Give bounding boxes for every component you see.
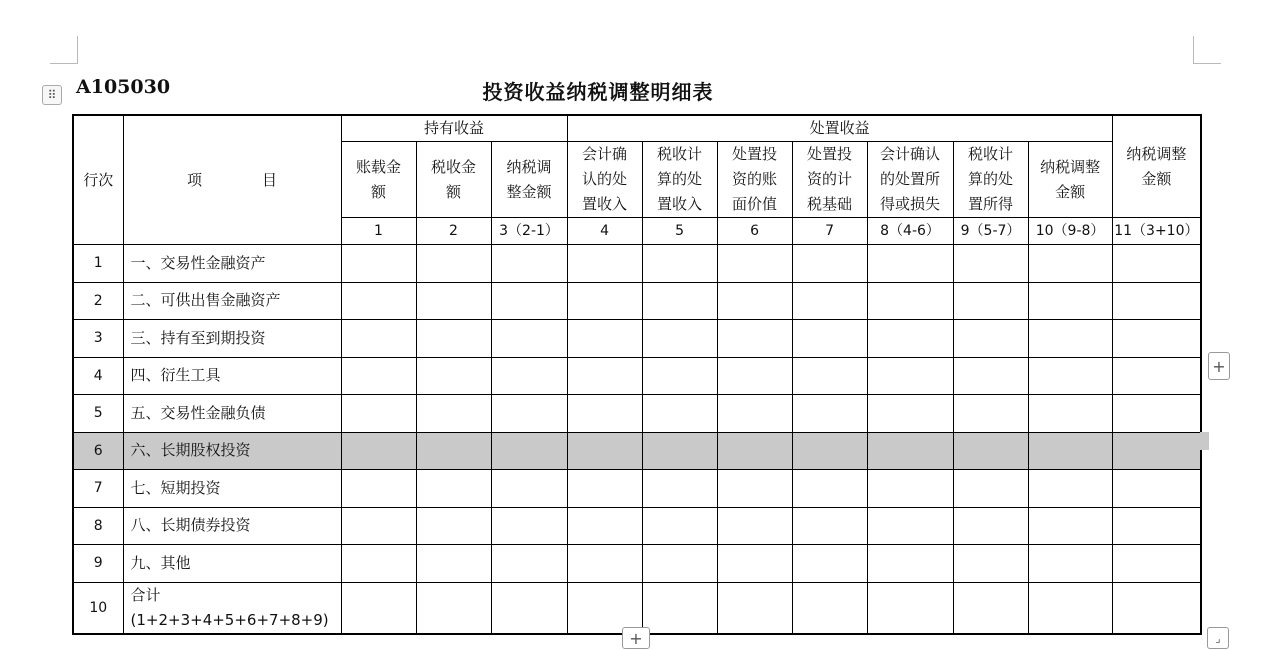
input-cell[interactable]	[867, 470, 953, 508]
column-number-1: 1	[341, 218, 416, 245]
input-cell[interactable]	[792, 507, 867, 545]
input-cell[interactable]	[792, 282, 867, 320]
column-number-3: 3（2-1）	[491, 218, 567, 245]
input-cell[interactable]	[491, 395, 567, 433]
input-cell[interactable]	[1112, 320, 1201, 358]
header-item: 项 目	[123, 115, 341, 245]
header-col-5: 税收计算的处置收入	[642, 142, 717, 218]
input-cell[interactable]	[717, 282, 792, 320]
header-col-9: 税收计算的处置所得	[953, 142, 1028, 218]
input-cell[interactable]	[867, 282, 953, 320]
input-cell[interactable]	[953, 432, 1028, 470]
input-cell[interactable]	[642, 320, 717, 358]
input-cell[interactable]	[953, 282, 1028, 320]
input-cell[interactable]	[567, 320, 642, 358]
input-cell[interactable]	[567, 545, 642, 583]
input-cell[interactable]	[491, 320, 567, 358]
input-cell[interactable]	[341, 395, 416, 433]
input-cell[interactable]	[717, 357, 792, 395]
input-cell[interactable]	[1028, 395, 1112, 433]
input-cell[interactable]	[341, 470, 416, 508]
header-holding: 持有收益	[341, 115, 567, 142]
row-number: 3	[73, 320, 123, 358]
input-cell[interactable]	[953, 395, 1028, 433]
column-number-5: 5	[642, 218, 717, 245]
input-cell[interactable]	[1112, 395, 1201, 433]
input-cell[interactable]	[792, 470, 867, 508]
input-cell[interactable]	[1028, 545, 1112, 583]
input-cell[interactable]	[717, 320, 792, 358]
input-cell[interactable]	[867, 395, 953, 433]
table-row	[73, 507, 1201, 545]
input-cell[interactable]	[642, 582, 717, 634]
input-cell[interactable]	[567, 357, 642, 395]
header-col-1: 账载金额	[341, 142, 416, 218]
input-cell[interactable]	[1028, 282, 1112, 320]
input-cell[interactable]	[416, 357, 491, 395]
header-col-3: 纳税调整金额	[491, 142, 567, 218]
input-cell[interactable]	[717, 507, 792, 545]
column-number-6: 6	[717, 218, 792, 245]
input-cell[interactable]	[1028, 432, 1112, 470]
row-number: 10	[73, 582, 123, 634]
table-row	[73, 432, 1201, 470]
input-cell[interactable]	[1112, 432, 1201, 470]
input-cell[interactable]	[1028, 357, 1112, 395]
row-item-label: 四、衍生工具	[123, 357, 341, 395]
input-cell[interactable]	[642, 432, 717, 470]
header-col-4: 会计确认的处置收入	[567, 142, 642, 218]
input-cell[interactable]	[416, 245, 491, 283]
row-item-label: 五、交易性金融负债	[123, 395, 341, 433]
input-cell[interactable]	[717, 395, 792, 433]
input-cell[interactable]	[792, 432, 867, 470]
header-col-8: 会计确认的处置所得或损失	[867, 142, 953, 218]
page-title: 投资收益纳税调整明细表	[482, 80, 714, 104]
row-number: 7	[73, 470, 123, 508]
input-cell[interactable]	[1028, 507, 1112, 545]
input-cell[interactable]	[416, 395, 491, 433]
input-cell[interactable]	[717, 545, 792, 583]
input-cell[interactable]	[567, 395, 642, 433]
input-cell[interactable]	[953, 582, 1028, 634]
input-cell[interactable]	[341, 282, 416, 320]
plus-icon: +	[1212, 356, 1226, 376]
column-number-10: 10（9-8）	[1028, 218, 1112, 245]
input-cell[interactable]	[792, 357, 867, 395]
input-cell[interactable]	[567, 582, 642, 634]
input-cell[interactable]	[491, 545, 567, 583]
table-row	[73, 470, 1201, 508]
table-row	[73, 357, 1201, 395]
input-cell[interactable]	[792, 545, 867, 583]
header-row-no: 行次	[73, 115, 123, 245]
row-selection-tab	[1200, 432, 1209, 450]
input-cell[interactable]	[567, 432, 642, 470]
input-cell[interactable]	[717, 470, 792, 508]
input-cell[interactable]	[792, 245, 867, 283]
row-number: 8	[73, 507, 123, 545]
input-cell[interactable]	[416, 545, 491, 583]
add-column-button[interactable]	[1208, 352, 1230, 380]
table-row	[73, 395, 1201, 433]
input-cell[interactable]	[567, 507, 642, 545]
input-cell[interactable]	[341, 320, 416, 358]
input-cell[interactable]	[867, 320, 953, 358]
input-cell[interactable]	[491, 507, 567, 545]
input-cell[interactable]	[642, 545, 717, 583]
input-cell[interactable]	[867, 582, 953, 634]
input-cell[interactable]	[1112, 245, 1201, 283]
input-cell[interactable]	[341, 245, 416, 283]
input-cell[interactable]	[867, 432, 953, 470]
input-cell[interactable]	[341, 432, 416, 470]
header-col-2: 税收金额	[416, 142, 491, 218]
column-number-9: 9（5-7）	[953, 218, 1028, 245]
input-cell[interactable]	[341, 582, 416, 634]
row-item-label: 合计(1+2+3+4+5+6+7+8+9)	[123, 582, 341, 634]
header-adjust-total: 纳税调整金额	[1112, 115, 1201, 218]
plus-icon: +	[629, 628, 643, 648]
input-cell[interactable]	[953, 470, 1028, 508]
input-cell[interactable]	[867, 245, 953, 283]
input-cell[interactable]	[867, 507, 953, 545]
input-cell[interactable]	[953, 507, 1028, 545]
input-cell[interactable]	[1112, 507, 1201, 545]
column-number-8: 8（4-6）	[867, 218, 953, 245]
input-cell[interactable]	[341, 545, 416, 583]
table-move-handle-icon[interactable]: ⠿	[42, 85, 62, 105]
table-row	[73, 282, 1201, 320]
header-col-10: 纳税调整金额	[1028, 142, 1112, 218]
input-cell[interactable]	[867, 357, 953, 395]
input-cell[interactable]	[642, 245, 717, 283]
input-cell[interactable]	[416, 432, 491, 470]
input-cell[interactable]	[953, 320, 1028, 358]
header-col-7: 处置投资的计税基础	[792, 142, 867, 218]
input-cell[interactable]	[642, 282, 717, 320]
input-cell[interactable]	[341, 357, 416, 395]
input-cell[interactable]	[792, 582, 867, 634]
input-cell[interactable]	[1112, 282, 1201, 320]
crop-mark-top-right	[1193, 36, 1221, 64]
input-cell[interactable]	[491, 282, 567, 320]
add-row-button[interactable]	[622, 627, 650, 649]
input-cell[interactable]	[717, 432, 792, 470]
row-number: 6	[73, 432, 123, 470]
table-row	[73, 245, 1201, 283]
input-cell[interactable]	[416, 582, 491, 634]
input-cell[interactable]	[1028, 245, 1112, 283]
table-resize-icon[interactable]: ⌟	[1207, 627, 1229, 649]
input-cell[interactable]	[717, 582, 792, 634]
crop-mark-top-left	[50, 36, 78, 64]
row-item-label: 二、可供出售金融资产	[123, 282, 341, 320]
row-number: 5	[73, 395, 123, 433]
tax-adjustment-table	[72, 114, 1202, 635]
input-cell[interactable]	[1112, 582, 1201, 634]
row-item-label: 一、交易性金融资产	[123, 245, 341, 283]
input-cell[interactable]	[953, 357, 1028, 395]
input-cell[interactable]	[1112, 470, 1201, 508]
input-cell[interactable]	[717, 245, 792, 283]
column-number-11: 11（3+10）	[1112, 218, 1201, 245]
header-disposal: 处置收益	[567, 115, 1112, 142]
input-cell[interactable]	[567, 245, 642, 283]
column-number-7: 7	[792, 218, 867, 245]
input-cell[interactable]	[567, 282, 642, 320]
input-cell[interactable]	[416, 470, 491, 508]
input-cell[interactable]	[491, 582, 567, 634]
input-cell[interactable]	[491, 432, 567, 470]
input-cell[interactable]	[642, 357, 717, 395]
form-code: A105030	[76, 76, 171, 98]
input-cell[interactable]	[491, 357, 567, 395]
input-cell[interactable]	[416, 507, 491, 545]
input-cell[interactable]	[792, 320, 867, 358]
input-cell[interactable]	[953, 245, 1028, 283]
row-number: 2	[73, 282, 123, 320]
input-cell[interactable]	[867, 545, 953, 583]
input-cell[interactable]	[416, 282, 491, 320]
input-cell[interactable]	[642, 470, 717, 508]
input-cell[interactable]	[1028, 582, 1112, 634]
input-cell[interactable]	[567, 470, 642, 508]
input-cell[interactable]	[1028, 470, 1112, 508]
input-cell[interactable]	[341, 507, 416, 545]
column-number-4: 4	[567, 218, 642, 245]
input-cell[interactable]	[1112, 357, 1201, 395]
row-item-label: 六、长期股权投资	[123, 432, 341, 470]
input-cell[interactable]	[1028, 320, 1112, 358]
input-cell[interactable]	[642, 395, 717, 433]
input-cell[interactable]	[1112, 545, 1201, 583]
table-row	[73, 320, 1201, 358]
row-item-label: 三、持有至到期投资	[123, 320, 341, 358]
input-cell[interactable]	[416, 320, 491, 358]
table-row	[73, 545, 1201, 583]
input-cell[interactable]	[953, 545, 1028, 583]
column-number-2: 2	[416, 218, 491, 245]
row-item-label: 八、长期债券投资	[123, 507, 341, 545]
table-row	[73, 582, 1201, 634]
input-cell[interactable]	[642, 507, 717, 545]
header-col-6: 处置投资的账面价值	[717, 142, 792, 218]
input-cell[interactable]	[491, 470, 567, 508]
row-number: 9	[73, 545, 123, 583]
row-number: 1	[73, 245, 123, 283]
input-cell[interactable]	[792, 395, 867, 433]
row-item-label: 九、其他	[123, 545, 341, 583]
row-item-label: 七、短期投资	[123, 470, 341, 508]
row-number: 4	[73, 357, 123, 395]
input-cell[interactable]	[491, 245, 567, 283]
